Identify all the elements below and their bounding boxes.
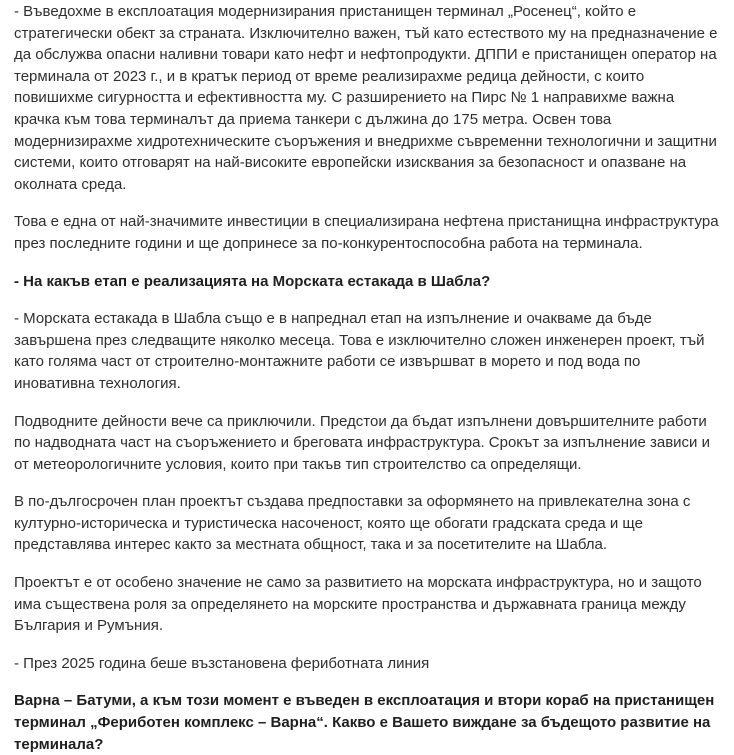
paragraph-long-term-plan: В по-дългосрочен план проектът създава предпоставки за оформянето на привлекателна зона с културно-историческа и туристическа насоченост, която ще обогати градската среда и ще представлява интерес както за местната общност, така и за посетителите на Шабла. [14,493,691,554]
paragraph-ferry-line: - През 2025 година беше възстановена фериботната линия [14,654,430,672]
paragraph-underwater-works: Подводните дейности вече са приключили. Предстои да бъдат изпълнени довършителните работи по надводната част на съоръжението и бреговата инфраструктура. Срокът за изпълнение зависи и от метеорологичните условия, които при такъв тип строителство са определящи. [14,412,710,473]
paragraph-investment-significance: Това е една от най-значимите инвестиции в специализирана нефтена пристанищна инфраструктура през последните години и ще допринесе за по-конкурентоспособна работа на терминала. [14,213,719,252]
article-body [14,1,720,755]
question-shabla-trestle: - На какъв етап е реализацията на Морската естакада в Шабла? [14,272,491,290]
paragraph-rosenets-terminal: - Въведохме в експлоатация модернизирания пристанищен терминал „Росенец“, който е стратегически обект за страната. Изключително важен, тъй като естеството му на предназначение е да обслужва опасни наливни товари като нефт и нефтопродукти. ДППИ е пристанищен оператор на терминала от 2023 г., и в кратък период от време реализирахме редица дейности, с които повишихме сигурността и ефективността му. С разширението на Пирс № 1 направихме важна крачка към това терминалът да приема танкери с дължина до 175 метра. Освен това модернизирахме хидротехническите съоръжения и внедрихме съвременни технологични и защитни системи, които отговарят на най-високите европейски изисквания за безопасност и опазване на околната среда. [14,3,718,193]
paragraph-project-importance: Проектът е от особено значение не само за развитието на морската инфраструктура, но и защото има съществена роля за определянето на морските пространства и държавната граница между България и Румъния. [14,574,702,635]
paragraph-shabla-progress: - Морската естакада в Шабла също е в напреднал етап на изпълнение и очакваме да бъде завършена през следващите няколко месеца. Това е изключително сложен инженерен проект, тъй като голяма част от строително-монтажните работи се извършват в морето и под вода по иновативна технология. [14,310,705,392]
question-ferry-complex-future: Варна – Батуми, а към този момент е въведен в експлоатация и втори кораб на пристанищен терминал „Фериботен комплекс – Варна“. Какво е Вашето виждане за бъдещото развитие на терминала? [14,692,715,753]
